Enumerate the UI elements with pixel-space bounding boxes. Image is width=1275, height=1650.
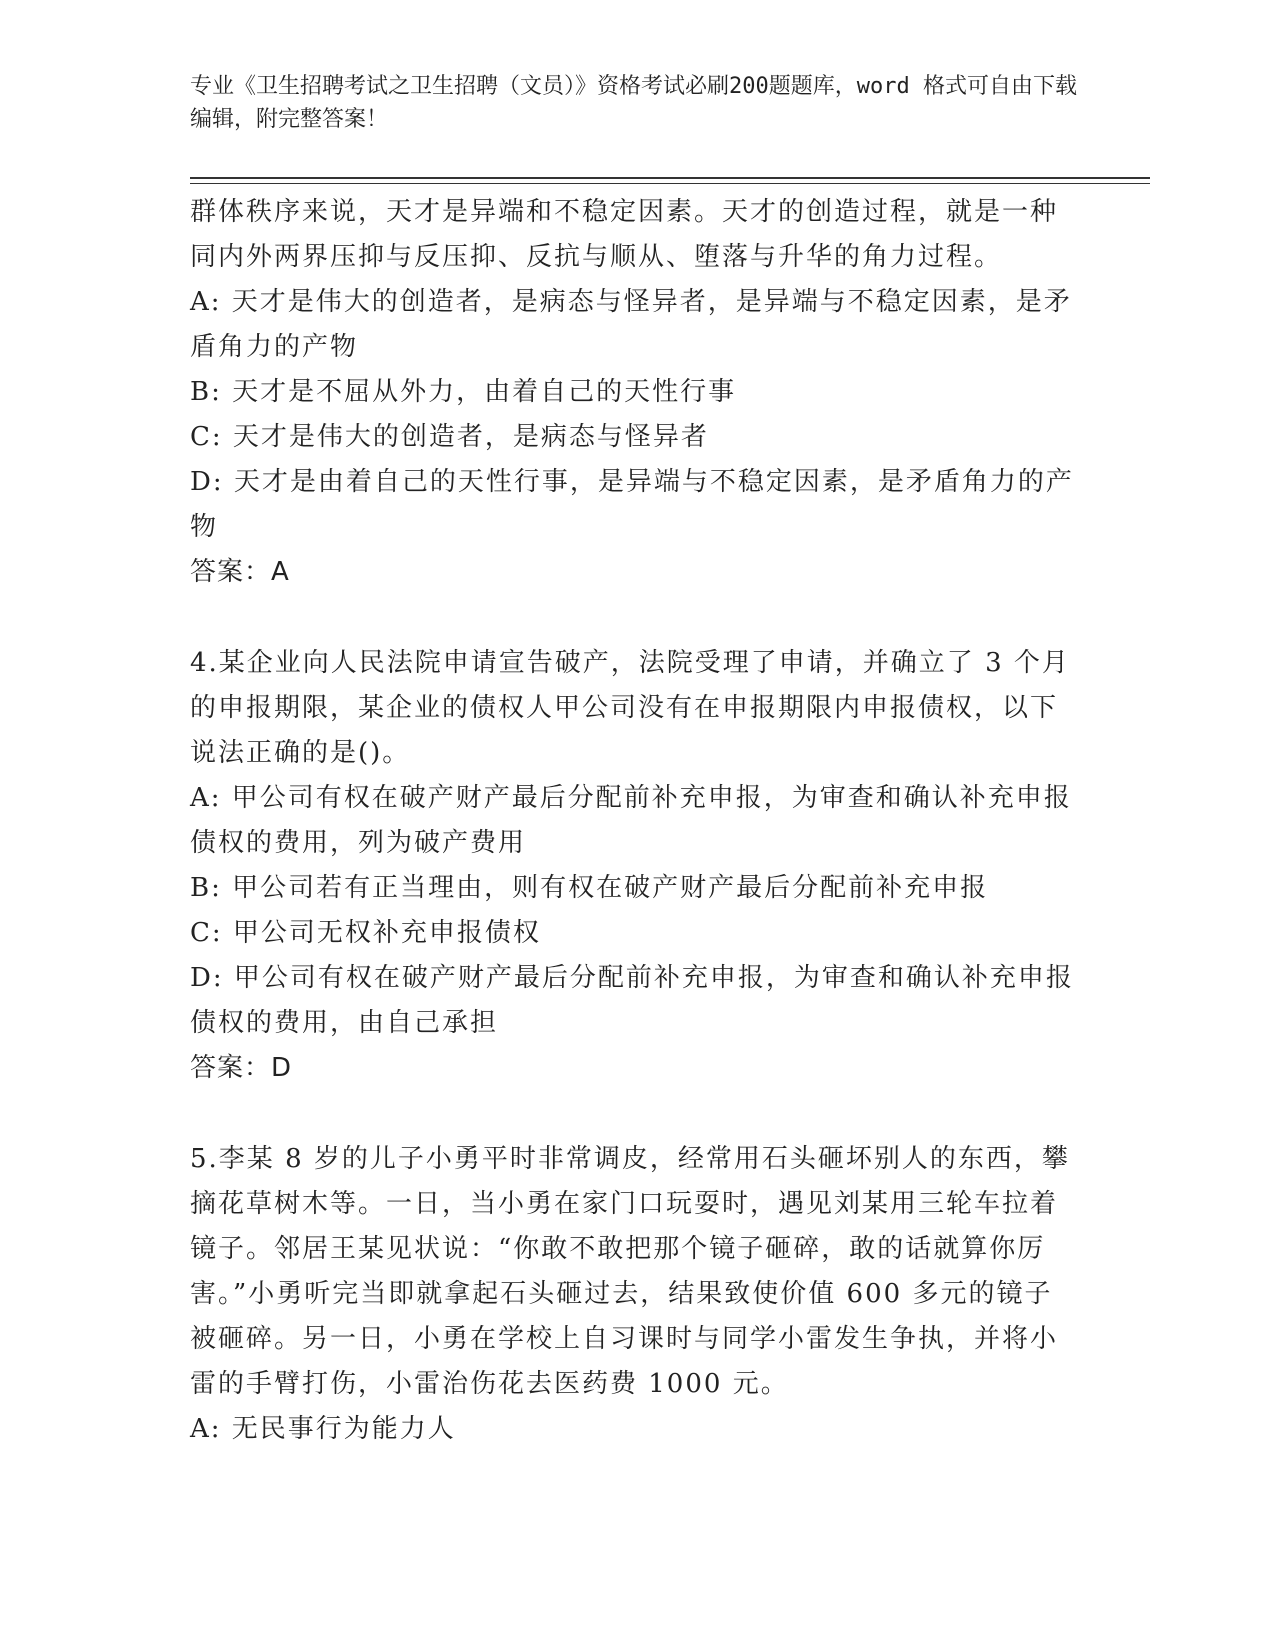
page-header: 专业《卫生招聘考试之卫生招聘（文员）》资格考试必刷200题题库，word 格式可自由下载编辑，附完整答案！ xyxy=(190,74,1077,132)
option-a: A: 天才是伟大的创造者，是病态与怪异者，是异端与不稳定因素，是矛盾角力的产物 xyxy=(190,287,1072,362)
answer: 答案：A xyxy=(190,557,290,587)
question-4 xyxy=(190,641,1080,1091)
option-c: C: 天才是伟大的创造者，是病态与怪异者 xyxy=(190,422,709,452)
option-a: A: 甲公司有权在破产财产最后分配前补充申报，为审查和确认补充申报债权的费用，列为破产费用 xyxy=(190,783,1072,858)
answer: 答案：D xyxy=(190,1053,293,1083)
option-d: D: 甲公司有权在破产财产最后分配前补充申报，为审查和确认补充申报债权的费用，由自己承担 xyxy=(190,963,1074,1038)
question-5 xyxy=(190,1137,1080,1452)
spacer xyxy=(190,595,1080,641)
option-b: B: 甲公司若有正当理由，则有权在破产财产最后分配前补充申报 xyxy=(190,873,989,903)
question-body xyxy=(190,190,1080,1452)
option-c: C: 甲公司无权补充申报债权 xyxy=(190,918,541,948)
question-stem: 5.李某 8 岁的儿子小勇平时非常调皮，经常用石头砸坏别人的东西，攀摘花草树木等。一日，当小勇在家门口玩耍时，遇见刘某用三轮车拉着镜子。邻居王某见状说：“你敢不敢把那个镜子砸碎，敢的话就算你厉害。”小勇听完当即就拿起石头砸过去，结果致使价值 600 多元的镜子被砸碎。另一日，小勇在学校上自习课时与同学小雷发生争执，并将小雷的手臂打伤，小雷治伤花去医药费 1000 元。 xyxy=(190,1144,1070,1399)
option-a: A: 无民事行为能力人 xyxy=(190,1414,456,1444)
option-b: B: 天才是不屈从外力，由着自己的天性行事 xyxy=(190,377,737,407)
option-d: D: 天才是由着自己的天性行事，是异端与不稳定因素，是矛盾角力的产物 xyxy=(190,467,1074,542)
question-3 xyxy=(190,190,1080,595)
question-stem: 群体秩序来说，天才是异端和不稳定因素。天才的创造过程，就是一种同内外两界压抑与反压抑、反抗与顺从、堕落与升华的角力过程。 xyxy=(190,197,1059,272)
header-rule-thin xyxy=(190,183,1150,184)
spacer xyxy=(190,1091,1080,1137)
question-stem: 4.某企业向人民法院申请宣告破产，法院受理了申请，并确立了 3 个月的申报期限，某企业的债权人甲公司没有在申报期限内申报债权，以下说法正确的是()。 xyxy=(190,648,1070,768)
header-rule-thick xyxy=(190,177,1150,179)
